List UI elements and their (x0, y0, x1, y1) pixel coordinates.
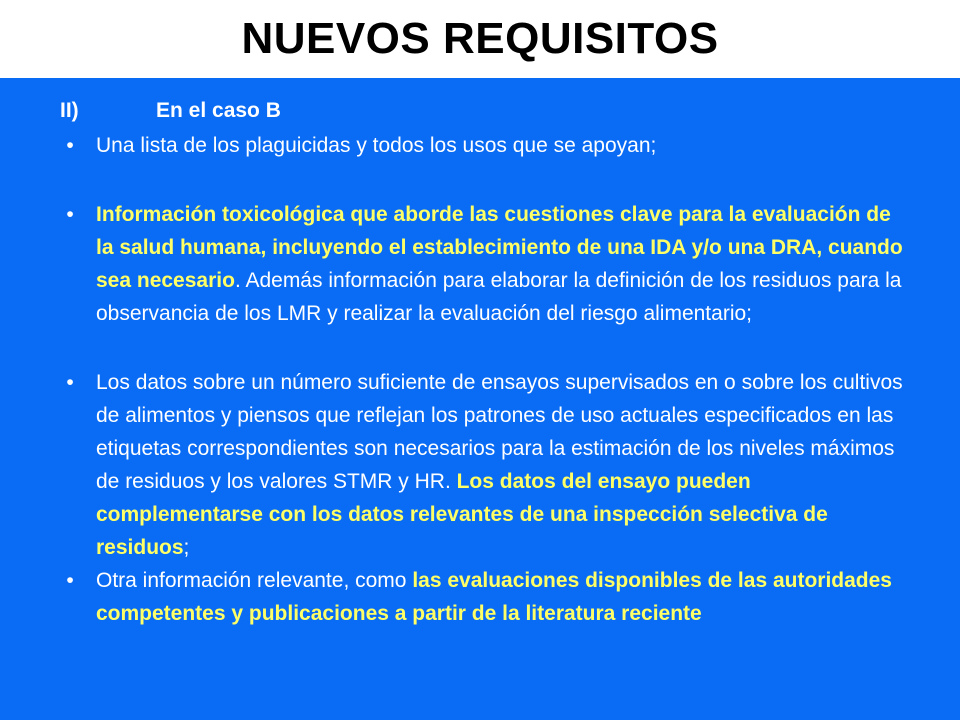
bullet-dot: • (66, 371, 74, 394)
bullet-item (60, 198, 910, 330)
bullet-item (60, 129, 910, 162)
bullet-item (60, 366, 910, 564)
bullet-text: Una lista de los plaguicidas y todos los usos que se apoyan; (96, 134, 657, 157)
bullet-text: Los datos sobre un número suficiente de ensayos supervisados en o sobre los cultivos de alimentos y piensos que reflejan los patrones de uso actuales especificados en las etiquetas correspondientes son necesarios para la estimación de los niveles máximos de residuos y los valores STMR y HR. (96, 371, 903, 493)
bullet-highlight: Los datos del ensayo pueden complementarse con los datos relevantes de una inspección selectiva de residuos (96, 470, 828, 559)
bullet-dot: • (66, 134, 74, 157)
slide-title: NUEVOS REQUISITOS (241, 14, 719, 63)
bullet-dot: • (66, 569, 74, 592)
slide-content (60, 94, 910, 630)
title-bar (0, 0, 960, 78)
section-number: II) (60, 99, 79, 122)
bullet-highlight: las evaluaciones disponibles de las autoridades competentes y publicaciones a partir de la literatura reciente (96, 569, 892, 625)
section-label: En el caso B (156, 99, 281, 122)
bullet-highlight: Información toxicológica que aborde las cuestiones clave para la evaluación de la salud humana, incluyendo el establecimiento de una IDA y/o una DRA, cuando sea necesario (96, 203, 903, 292)
bullet-item (60, 564, 910, 630)
bullet-dot: • (66, 203, 74, 226)
bullet-text: Otra información relevante, como (96, 569, 413, 592)
bullet-text: . Además información para elaborar la definición de los residuos para la observancia de los LMR y realizar la evaluación del riesgo alimentario; (96, 269, 902, 325)
bullet-suffix: ; (183, 536, 190, 559)
section-heading (60, 94, 910, 127)
